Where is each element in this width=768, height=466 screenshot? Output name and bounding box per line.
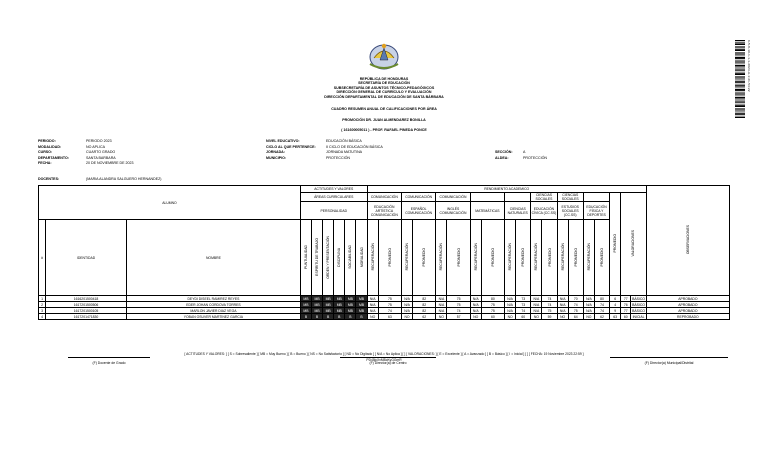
docentes-line: [38, 177, 161, 183]
recuperacion-label: RECUPERACIÓN: [439, 243, 444, 271]
rec-cell: N/A: [583, 296, 594, 302]
info-value: PROTECCIÓN: [326, 155, 350, 160]
num-header: #: [39, 220, 46, 296]
recuperacion-label: RECUPERACIÓN: [473, 243, 478, 271]
attitude-cell: MB: [312, 308, 323, 314]
subject-header: CIENCIAS NATURALES: [505, 202, 531, 220]
attitude-cell: MB: [356, 308, 367, 314]
document-title: CUADRO RESUMEN ANUAL DE CALIFICACIONES POR ÁREA: [331, 107, 437, 111]
row-number: 4: [39, 314, 46, 320]
subject-header: MATEMÁTICAS: [470, 202, 504, 220]
grade-cell: 60: [516, 314, 531, 320]
rec-cell: NO: [401, 314, 412, 320]
attitude-cell: B: [334, 314, 345, 320]
grade-cell: 73: [516, 296, 531, 302]
attitude-cell: B: [312, 314, 323, 320]
attitude-cell: MB: [356, 302, 367, 308]
areas-header: ÁREAS CURRICULARES: [300, 193, 367, 202]
rec-cell: NO: [470, 314, 481, 320]
attitude-cell: MB: [300, 308, 311, 314]
promedio-final-header: [610, 193, 621, 296]
header-line: SECRETARÍA DE EDUCACIÓN: [358, 81, 410, 86]
row-nombre: YOBAN OSUVER MARTINEZ GARCIA: [126, 314, 300, 320]
promedio-label: PROMEDIO: [387, 247, 392, 267]
promedio-header: [568, 220, 583, 296]
attitude-cell: B: [323, 314, 334, 320]
subject-header: EDUCACIÓN FÍSICA Y DEPORTES: [583, 202, 609, 220]
grade-cell: 75: [378, 296, 401, 302]
rec-cell: N/A: [470, 308, 481, 314]
grade-cell: 62: [413, 314, 436, 320]
attitude-cell: MB: [334, 302, 345, 308]
grade-cell: 75: [542, 308, 557, 314]
grade-cell: 82: [413, 308, 436, 314]
recuperacion-header: [583, 220, 594, 296]
grade-cell: 63: [378, 314, 401, 320]
attitude-cell: MB: [356, 296, 367, 302]
rec-cell: N/A: [401, 308, 412, 314]
rec-cell: N/A: [531, 302, 542, 308]
row-nombre: EDER JOHAN CORDOVA TORRES: [126, 302, 300, 308]
attitude-cell: MB: [334, 308, 345, 314]
row-promedio-final: 77: [621, 308, 631, 314]
grade-cell: 74: [378, 308, 401, 314]
attitude-cell: MB: [334, 296, 345, 302]
valoraciones-header: [621, 193, 647, 296]
info-label: FECHA:: [38, 161, 52, 166]
personalidad-header: PERSONALIDAD: [300, 202, 367, 220]
grade-cell: 75: [447, 302, 470, 308]
info-label: CURSO:: [38, 150, 53, 155]
rec-cell: NO: [436, 314, 447, 320]
rec-cell: N/A: [531, 308, 542, 314]
attitude-header: [345, 220, 356, 296]
grade-cell: 73: [516, 302, 531, 308]
rec-cell: N/A: [505, 296, 516, 302]
row-observacion: APROBADO: [646, 302, 729, 308]
row-nombre: MARLON JAVIER DIAZ VEGA: [126, 308, 300, 314]
info-value: CUARTO GRADO: [86, 150, 116, 155]
header-line: SUBSECRETARÍA DE ASUNTOS TÉCNICO-PEDAGÓGICOS: [333, 85, 435, 90]
grade-cell: 74: [594, 302, 609, 308]
signature-label: (F) Director(a) de Centro: [369, 361, 407, 365]
actitudes-group-header: ACTITUDES Y VALORES: [300, 186, 367, 193]
attitude-cell: MB: [300, 302, 311, 308]
verification-code: PD45jcXvMBcKyGGmR: [366, 358, 402, 362]
area-header: COMUNICACIÓN: [436, 193, 470, 202]
honduras-coat-of-arms-icon: [366, 40, 402, 72]
rec-cell: N/A: [401, 296, 412, 302]
info-label: MUNICIPIO:: [266, 155, 287, 160]
rec-cell: N/A: [557, 302, 568, 308]
attitude-label: PUNTUALIDAD: [303, 245, 308, 269]
rec-cell: NO: [367, 314, 378, 320]
promedio-label: PROMEDIO: [573, 247, 578, 267]
row-identidad: 1617201471830: [46, 314, 127, 320]
recuperacion-header: [505, 220, 516, 296]
subject-header: EDUCACIÓN ARTÍSTICA COMUNICACIÓN: [367, 202, 401, 220]
subject-header: INGLÉS COMUNICACIÓN: [436, 202, 470, 220]
row-number: 3: [39, 308, 46, 314]
docentes-value: (MARIA ALANDRA SALGUERO HERNANDEZ): [86, 177, 162, 181]
info-left: [38, 139, 134, 167]
grade-cell: 57: [447, 314, 470, 320]
info-value: JORNADA MATUTINA: [326, 150, 363, 155]
area-header: CIENCIAS SOCIALES: [557, 193, 583, 202]
info-label: JORNADA:: [266, 150, 285, 155]
legend-line: [ ACTITUDES Y VALORES: ] [ S = Sobresaliente ] [ MB = Muy Bueno ] [ B = Bueno ] [ NS = No Satisfactorio ] [ ND = No Digitado ] [ N/A = No Aplica ] [ ] [ VALORACIONES: ] [ E = Excelente ] [ A = Avanzado ] [ B = Básico ] [ I = Inicial ] [ ] [ FECHA: 19 Noviembre 2023 22:59 ]: [184, 352, 584, 356]
row-nombre: DEYDI DISEEL RAMIREZ REYES: [126, 296, 300, 302]
recuperacion-header: [401, 220, 412, 296]
identidad-header: IDENTIDAD: [46, 220, 127, 296]
header-line: DIRECCIÓN GENERAL DE CURRÍCULO Y EVALUACIÓN: [336, 90, 432, 95]
signature-line: [68, 357, 150, 358]
area-header: [505, 193, 531, 202]
grade-cell: 80: [481, 296, 504, 302]
recuperacion-header: [531, 220, 542, 296]
attitude-cell: MB: [312, 296, 323, 302]
signature-line: [610, 357, 728, 358]
row-avg: 9: [610, 308, 621, 314]
info-label: DEPARTAMENTO:: [38, 155, 69, 160]
rec-cell: N/A: [436, 308, 447, 314]
recuperacion-header: [436, 220, 447, 296]
area-header: [470, 193, 504, 202]
institution-header: [0, 77, 768, 99]
signature-label: (F) Director(a) Municipal/Distrital: [644, 361, 694, 365]
observaciones-header: [646, 186, 729, 296]
recuperacion-header: [557, 220, 568, 296]
row-observacion: APROBADO: [646, 308, 729, 314]
subject-header: ESPAÑOL COMUNICACIÓN: [401, 202, 435, 220]
attitude-cell: MB: [345, 296, 356, 302]
grade-cell: 74: [447, 308, 470, 314]
alumno-header: ALUMNO: [39, 186, 301, 220]
info-label: MODALIDAD:: [38, 144, 62, 149]
attitude-header: [312, 220, 323, 296]
attitude-cell: MB: [345, 302, 356, 308]
rec-cell: N/A: [470, 296, 481, 302]
row-observacion: APROBADO: [646, 296, 729, 302]
promedio-label: PROMEDIO: [422, 247, 427, 267]
grade-cell: 75: [481, 308, 504, 314]
attitude-cell: MB: [323, 302, 334, 308]
recuperacion-label: RECUPERACIÓN: [508, 243, 513, 271]
grade-cell: 74: [568, 302, 583, 308]
rec-cell: N/A: [367, 302, 378, 308]
rec-cell: N/A: [583, 302, 594, 308]
info-value: PROTECCIÓN: [523, 155, 547, 160]
row-observacion: REPROBADO: [646, 314, 729, 320]
grade-cell: 80: [594, 296, 609, 302]
recuperacion-label: RECUPERACIÓN: [560, 243, 565, 271]
promotion-name: PROMOCIÓN DR. JUAN ALMENDAREZ BONILLA: [342, 118, 426, 122]
rec-cell: N/A: [401, 302, 412, 308]
attitude-header: [356, 220, 367, 296]
info-label: CICLO AL QUE PERTENECE:: [266, 144, 316, 149]
rec-cell: NO: [531, 314, 542, 320]
info-value: PERIODO 2023: [86, 139, 112, 143]
recuperacion-label: RECUPERACIÓN: [405, 243, 410, 271]
attitude-label: ORDEN Y PRESENTACIÓN: [326, 235, 331, 279]
grade-cell: 59: [542, 314, 557, 320]
promedio-label: PROMEDIO: [456, 247, 461, 267]
header-line: DIRECCIÓN DEPARTAMENTAL DE EDUCACIÓN DE SANTA BÁRBARA: [324, 94, 444, 99]
area-header: [583, 193, 609, 202]
grade-cell: 74: [516, 308, 531, 314]
attitude-label: MORALIDAD: [359, 246, 364, 268]
rec-cell: N/A: [470, 302, 481, 308]
grade-cell: 74: [542, 302, 557, 308]
grades-body: [39, 296, 730, 320]
attitude-label: ESPÍRITU DE TRABAJO: [315, 238, 320, 276]
grade-cell: 60: [481, 314, 504, 320]
nombre-header: NOMBRE: [126, 220, 300, 296]
attitude-header: [323, 220, 334, 296]
grade-cell: 62: [594, 314, 609, 320]
attitude-cell: MB: [345, 308, 356, 314]
attitude-cell: MB: [300, 296, 311, 302]
promedio-header: [594, 220, 609, 296]
info-label: NIVEL EDUCATIVO:: [266, 139, 300, 143]
area-header: COMUNICACIÓN: [367, 193, 401, 202]
grade-cell: 82: [413, 302, 436, 308]
grade-cell: 82: [413, 296, 436, 302]
row-promedio-final: 76: [621, 302, 631, 308]
row-identidad: 1616201500418: [46, 296, 127, 302]
recuperacion-label: RECUPERACIÓN: [534, 243, 539, 271]
rec-cell: NO: [583, 314, 594, 320]
row-number: 1: [39, 296, 46, 302]
rec-cell: N/A: [557, 296, 568, 302]
grade-cell: 75: [481, 302, 504, 308]
row-number: 2: [39, 302, 46, 308]
valoraciones-label: VALORACIONES: [631, 230, 636, 257]
row-valoracion: BÁSICO: [632, 296, 645, 301]
rec-cell: N/A: [367, 308, 378, 314]
grade-cell: 70: [568, 296, 583, 302]
area-header: CIENCIAS SOCIALES: [531, 193, 557, 202]
attitude-header: [334, 220, 345, 296]
promedio-label: PROMEDIO: [490, 247, 495, 267]
promedio-header: [481, 220, 504, 296]
row-promedio-final: 60: [621, 314, 631, 320]
school-center: ( 161600005011 ) - PROF. RAFAEL PINEDA PONCE: [341, 128, 427, 132]
info-value: EDUCACIÓN BÁSICA: [326, 139, 362, 143]
subject-header: EDUCACIÓN CÍVICA (CC.SS): [531, 202, 557, 220]
promedio-label: PROMEDIO: [600, 247, 605, 267]
row-identidad: 1617201500105: [46, 308, 127, 314]
rendimiento-group-header: RENDIMIENTO ACADEMICO: [367, 186, 646, 193]
attitude-cell: B: [345, 314, 356, 320]
promedio-header: [413, 220, 436, 296]
rec-cell: N/A: [505, 302, 516, 308]
subject-header: ESTUDIOS SOCIALES (CC.SS): [557, 202, 583, 220]
rec-cell: NO: [557, 314, 568, 320]
rec-cell: N/A: [531, 296, 542, 302]
info-value: A: [523, 150, 526, 154]
row-avg: 6: [610, 296, 621, 302]
attitude-label: SOCIABILIDAD: [348, 245, 353, 269]
attitude-cell: MB: [312, 302, 323, 308]
grade-cell: 74: [594, 308, 609, 314]
table-row: [39, 314, 730, 320]
info-label: PERIODO:: [38, 139, 56, 143]
grade-cell: 64: [568, 314, 583, 320]
attitude-cell: B: [300, 314, 311, 320]
info-value: II CICLO DE EDUCACIÓN BÁSICA: [326, 144, 383, 149]
attitude-cell: B: [356, 314, 367, 320]
grade-cell: 75: [378, 302, 401, 308]
info-right: [495, 150, 547, 161]
promedio-header: [516, 220, 531, 296]
barcode-text: 6-5-8-10-1-1-1-2023-A-1:21-53:22: [747, 40, 751, 92]
attitude-label: DISCIPLINA: [337, 247, 342, 267]
info-label: ALDEA:: [495, 155, 509, 160]
row-valoracion: BÁSICO: [632, 302, 645, 307]
row-promedio-final: 77: [621, 296, 631, 302]
promedio-header: [542, 220, 557, 296]
row-valoracion: BÁSICO: [632, 308, 645, 313]
docentes-label: DOCENTES:: [38, 177, 60, 181]
info-value: 20 DE NOVIEMBRE DE 2023: [86, 161, 134, 166]
info-middle: [266, 139, 383, 161]
attitude-header: [300, 220, 311, 296]
promedio-final-label: PROMEDIO: [613, 234, 618, 253]
row-avg: 63: [610, 314, 621, 320]
rec-cell: N/A: [367, 296, 378, 302]
row-valoracion: INICIAL: [632, 314, 645, 319]
row-identidad: 1617201500506: [46, 302, 127, 308]
grade-cell: 75: [568, 308, 583, 314]
rec-cell: N/A: [557, 308, 568, 314]
recuperacion-label: RECUPERACIÓN: [586, 243, 591, 271]
attitude-cell: MB: [323, 308, 334, 314]
promedio-label: PROMEDIO: [547, 247, 552, 267]
grade-cell: 75: [447, 296, 470, 302]
area-header: COMUNICACIÓN: [401, 193, 435, 202]
rec-cell: N/A: [505, 308, 516, 314]
row-avg: 4: [610, 302, 621, 308]
grade-cell: 74: [542, 296, 557, 302]
rec-cell: N/A: [436, 296, 447, 302]
info-label: SECCIÓN:: [495, 150, 513, 154]
promedio-header: [447, 220, 470, 296]
info-value: SANTA BARBARA: [86, 155, 116, 160]
promedio-header: [378, 220, 401, 296]
header-line: REPÚBLICA DE HONDURAS: [359, 77, 409, 81]
recuperacion-label: RECUPERACIÓN: [370, 243, 375, 271]
rec-cell: NO: [505, 314, 516, 320]
rec-cell: N/A: [583, 308, 594, 314]
info-value: NO APLICA: [86, 144, 105, 149]
signature-line: [340, 357, 436, 358]
promedio-label: PROMEDIO: [521, 247, 526, 267]
rec-cell: N/A: [436, 302, 447, 308]
observaciones-label: OBSERVACIONES: [685, 225, 690, 255]
attitude-cell: MB: [323, 296, 334, 302]
recuperacion-header: [470, 220, 481, 296]
signature-label: (F) Docente de Grado: [92, 361, 126, 365]
recuperacion-header: [367, 220, 378, 296]
grades-table: [38, 185, 730, 320]
